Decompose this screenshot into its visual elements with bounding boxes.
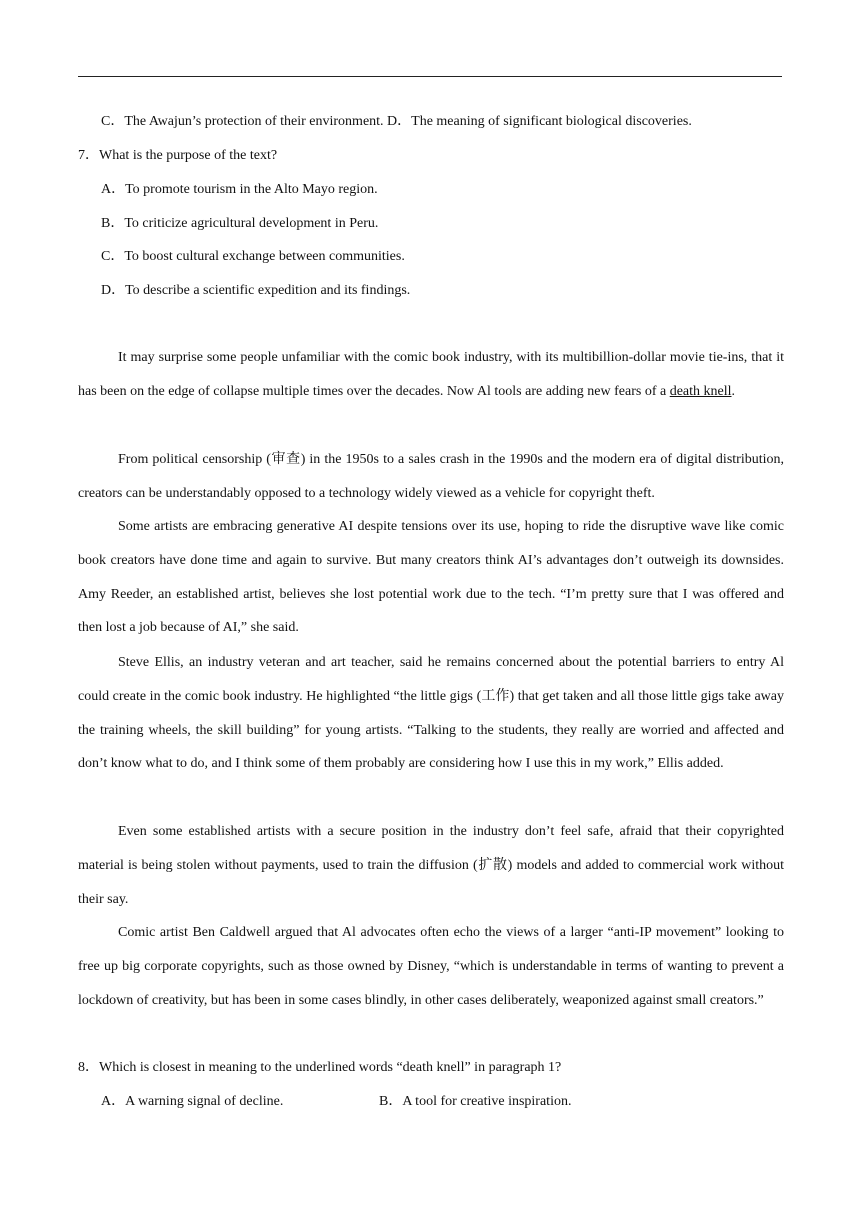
passage-paragraph-6: Comic artist Ben Caldwell argued that Al advocates often echo the views of a larger “anti-IP movement” looking to free up big corporate copyrights, such as those owned by Disney, “which is understandable in terms of wanting to prevent a lockdown of creativity, but has been in some cases blindly, in other cases deliberately, weaponized against small creators.” xyxy=(78,925,784,1008)
q7-stem: 7．What is the purpose of the text? xyxy=(78,148,278,163)
q8-option-b[interactable]: B．A tool for creative inspiration. xyxy=(379,1094,572,1109)
header-rule xyxy=(78,76,782,77)
q7-option-a[interactable]: A．To promote tourism in the Alto Mayo region. xyxy=(101,182,378,197)
underlined-phrase-death-knell: death knell xyxy=(669,383,732,399)
q6-option-c[interactable]: C．The Awajun’s protection of their environment. xyxy=(101,114,384,129)
passage-paragraph-5: Even some established artists with a secure position in the industry don’t feel safe, afraid that their copyrighted material is being stolen without payments, used to train the diffusion (扩散) models and added to commercial work without their say. xyxy=(78,824,784,907)
passage-paragraph-2: From political censorship (审查) in the 1950s to a sales crash in the 1990s and the modern era of digital distribution, creators can be understandably opposed to a technology widely viewed as a vehicle for copyright theft. xyxy=(78,452,784,501)
passage-paragraph-4: Steve Ellis, an industry veteran and art teacher, said he remains concerned about the potential barriers to entry Al could create in the comic book industry. He highlighted “the little gigs (工作) that get taken and all those little gigs take away the training wheels, the skill building” for young artists. “Talking to the students, they really are worried and affected and don’t know what to do, and I think some of them probably are considering how I use this in my work,” Ellis added. xyxy=(78,655,784,772)
q7-option-c[interactable]: C．To boost cultural exchange between communities. xyxy=(101,249,405,264)
q6-option-c-d xyxy=(101,113,692,131)
q8-option-a[interactable]: A．A warning signal of decline. xyxy=(101,1094,284,1109)
passage-paragraph-1: It may surprise some people unfamiliar with the comic book industry, with its multibillion-dollar movie tie-ins, that it has been on the edge of collapse multiple times over the decades. Now Al tools are adding new fears of a death knell. xyxy=(78,350,784,399)
q8-stem: 8．Which is closest in meaning to the underlined words “death knell” in paragraph 1? xyxy=(78,1060,562,1075)
passage-paragraph-3: Some artists are embracing generative AI despite tensions over its use, hoping to ride the disruptive wave like comic book creators have done time and again to survive. But many creators think AI’s advantages don’t outweigh its downsides. Amy Reeder, an established artist, believes she lost potential work due to the tech. “I’m pretty sure that I was offered and then lost a job because of AI,” she said. xyxy=(78,519,784,636)
q6-option-d[interactable]: D．The meaning of significant biological discoveries. xyxy=(387,114,692,129)
q7-option-b[interactable]: B．To criticize agricultural development in Peru. xyxy=(101,216,379,231)
q7-option-d[interactable]: D．To describe a scientific expedition and its findings. xyxy=(101,283,411,298)
